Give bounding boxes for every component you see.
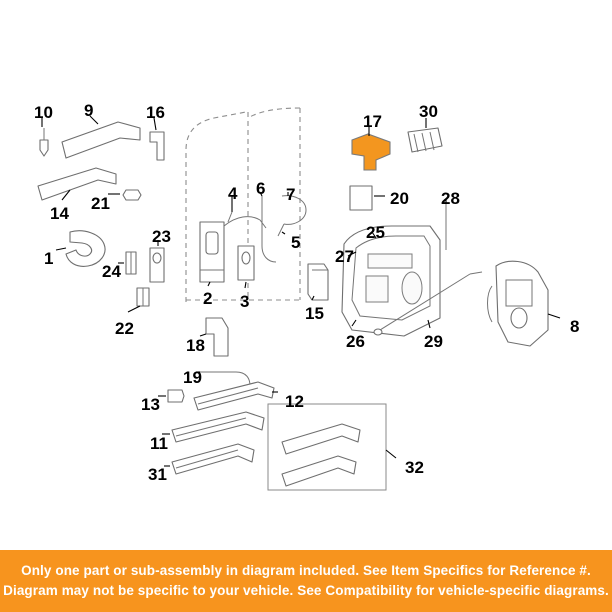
callout-32: 32 (405, 458, 424, 477)
part-17-highlighted-bracket (352, 126, 390, 170)
part-2-latch (200, 222, 224, 286)
callout-12: 12 (285, 392, 304, 411)
disclaimer-line-2: Diagram may not be specific to your vehicle. See Compatibility for vehicle-specific diagrams. (3, 583, 609, 598)
callout-27: 27 (335, 247, 354, 266)
callout-11: 11 (150, 434, 168, 453)
callout-9: 9 (84, 101, 94, 120)
part-19-rod (196, 372, 250, 386)
callout-26: 26 (346, 332, 365, 351)
part-21-clip (108, 190, 141, 200)
part-1-exterior-handle (56, 231, 105, 267)
part-6-rod (260, 192, 276, 262)
callout-14: 14 (50, 204, 69, 223)
part-30-cover (408, 118, 442, 152)
part-9-molding (62, 116, 140, 158)
callout-23: 23 (152, 227, 171, 246)
callout-30: 30 (419, 102, 438, 121)
callout-29: 29 (424, 332, 443, 351)
part-31-rail (164, 444, 254, 474)
disclaimer-banner (0, 550, 612, 612)
part-8-latch-assembly (488, 261, 561, 346)
callout-18: 18 (186, 336, 205, 355)
callout-10: 10 (34, 103, 53, 122)
part-11-rail (162, 412, 264, 442)
callout-25: 25 (366, 223, 385, 242)
callout-4: 4 (228, 184, 238, 203)
part-16-bracket (150, 118, 164, 160)
callout-3: 3 (240, 292, 250, 311)
part-15-bracket (308, 264, 328, 300)
disclaimer-line-1: Only one part or sub-assembly in diagram included. See Item Specifics for Reference #. (21, 563, 591, 579)
callout-31: 31 (148, 465, 167, 484)
callout-17: 17 (363, 112, 382, 131)
callout-7: 7 (286, 185, 296, 204)
part-13-clip (158, 390, 184, 402)
part-3-striker (238, 246, 254, 288)
part-25-door-panel (342, 223, 440, 336)
part-32-detail-box (268, 404, 396, 490)
callout-22: 22 (115, 319, 134, 338)
callout-24: 24 (102, 262, 121, 281)
callout-6: 6 (256, 179, 266, 198)
callout-13: 13 (141, 395, 160, 414)
part-20-cover (350, 186, 385, 210)
part-10-clip (40, 118, 48, 156)
part-22-clip (128, 288, 149, 312)
callout-28: 28 (441, 189, 460, 208)
callout-19: 19 (183, 368, 202, 387)
callout-20: 20 (390, 189, 409, 208)
callout-15: 15 (305, 304, 324, 323)
callout-5: 5 (291, 233, 301, 252)
callout-8: 8 (570, 317, 580, 336)
part-12-rail (194, 382, 278, 410)
callout-21: 21 (91, 194, 110, 213)
callout-2: 2 (203, 289, 213, 308)
part-23-rod-guide (150, 240, 164, 282)
callout-16: 16 (146, 103, 165, 122)
callout-1: 1 (44, 249, 54, 268)
